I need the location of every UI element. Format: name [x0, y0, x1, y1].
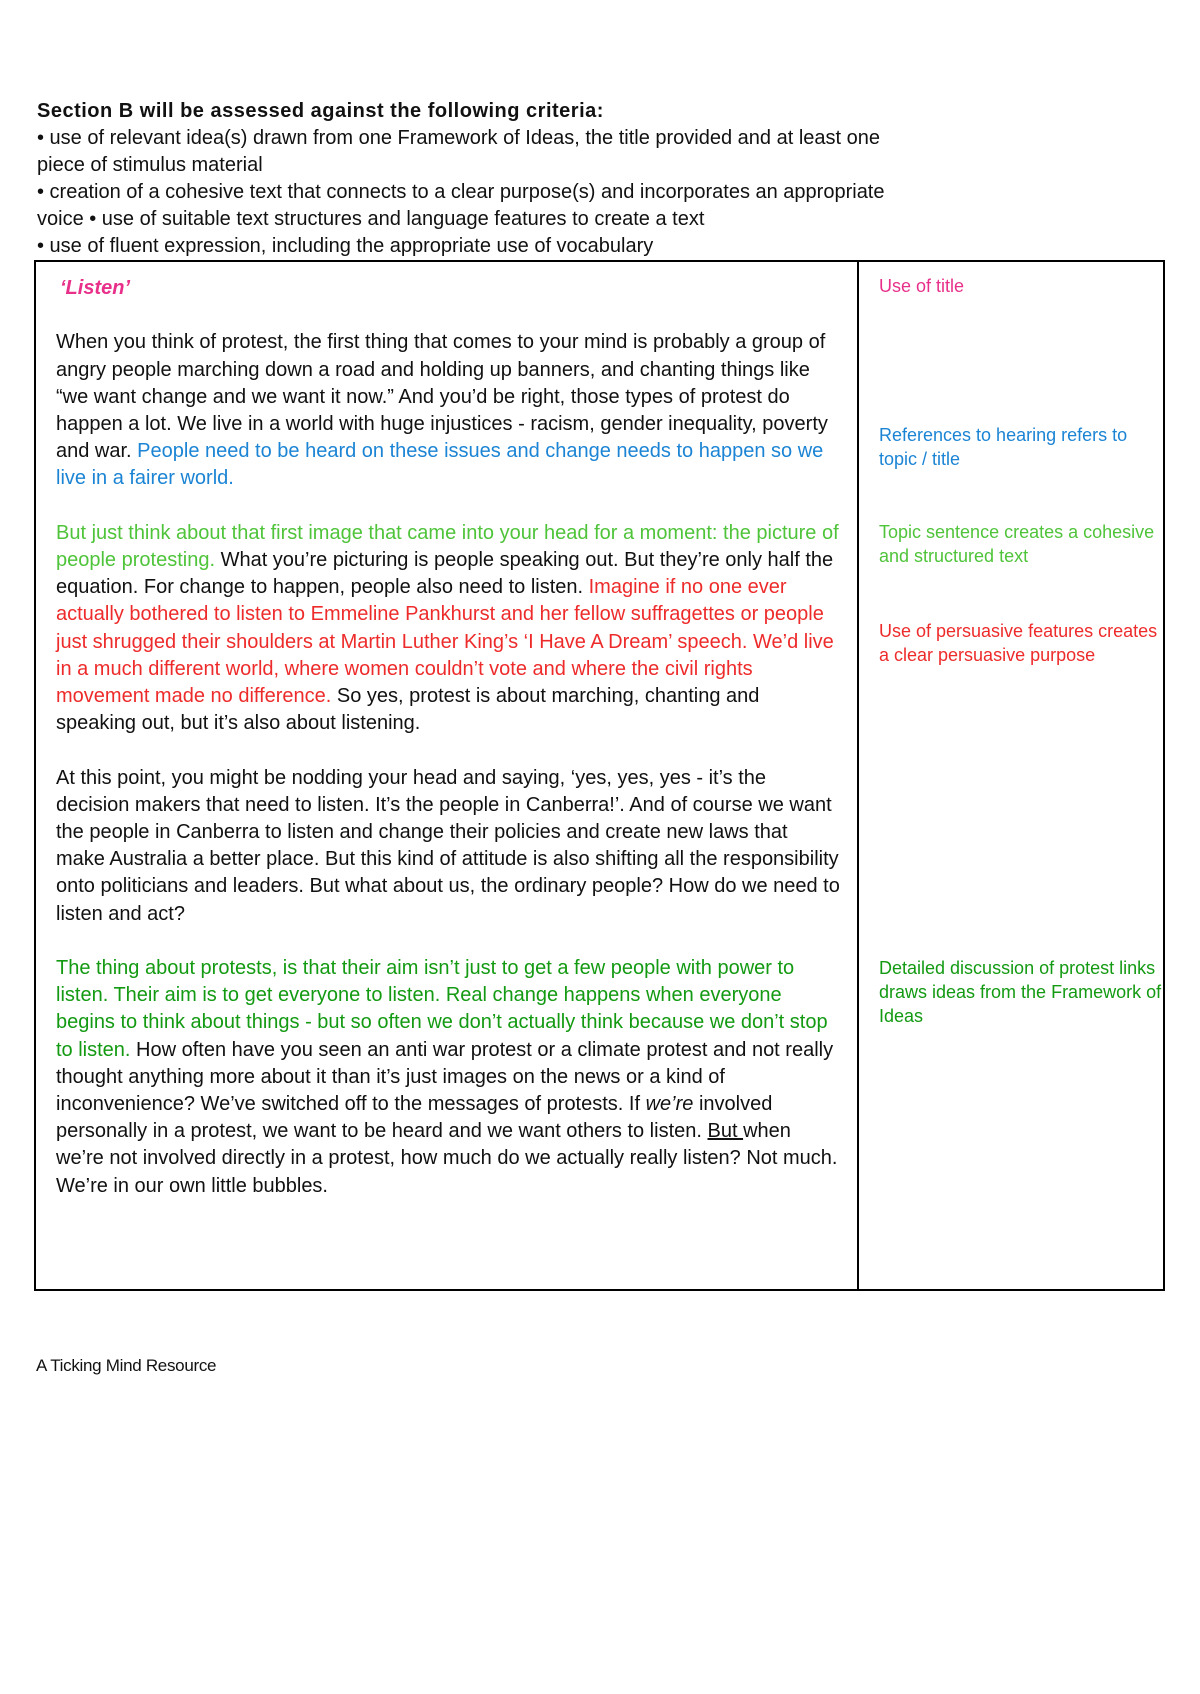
essay-paragraph-3: At this point, you might be nodding your head and saying, ‘yes, yes, yes - it’s the decision makers that need to listen. It’s the people in Canberra!’. And of course we want the people in Canberra to listen and change their policies and create new laws that make Australia a better place. But this kind of attitude is also shifting all the responsibility onto politicians and leaders. But what about us, the ordinary people? How do we need to listen and act? [56, 766, 840, 925]
essay-text: involved personally in a protest, we want to be heard and we want others to listen. [56, 1093, 773, 1143]
essay-paragraph-4 [56, 955, 841, 1200]
annotation-persuasive: Use of persuasive features creates a clear persuasive purpose [879, 621, 1158, 665]
criteria-line: voice • use of suitable text structures and language features to create a text [37, 208, 705, 230]
underlined-word: But [707, 1120, 744, 1143]
essay-paragraph-2 [56, 520, 841, 738]
essay-text: How often have you seen an anti war protest or a climate protest and not really thought anything more about it than it’s just images on the news or a kind of inconvenience? We’ve switched off to the messages of protests. If [56, 1038, 834, 1116]
criteria-line: • use of relevant idea(s) drawn from one Framework of Ideas, the title provided and at least one [37, 127, 880, 149]
annotation-topic-sentence: Topic sentence creates a cohesive and structured text [879, 522, 1155, 566]
hearing-reference-text: People need to be heard on these issues and change needs to happen so we live in a fairer world. [56, 440, 824, 490]
essay-paragraph-1 [56, 329, 841, 492]
annotation-hearing: References to hearing refers to topic / title [879, 425, 1128, 469]
framework-discussion-text: The thing about protests, is that their aim isn’t just to get a few people with power to listen. Their aim is to get everyone to listen. Real change happens when everyone begins to think about things - but so often we don’t actually think because we don’t stop to listen. [56, 957, 828, 1061]
italic-emphasis: we’re [645, 1093, 694, 1116]
criteria-line: • use of fluent expression, including the appropriate use of vocabulary [37, 235, 654, 257]
annotation-title: Use of title [879, 276, 965, 296]
criteria-line: • creation of a cohesive text that connects to a clear purpose(s) and incorporates an appropriate [37, 181, 885, 203]
essay-text: What you’re picturing is people speaking out. But they’re only half the equation. For change to happen, people also need to listen. [56, 549, 834, 599]
annotated-essay-table [34, 260, 1165, 1291]
essay-text: When you think of protest, the first thing that comes to your mind is probably a group of angry people marching down a road and holding up banners, and chanting things like “we want change and we want it now.” And you’d be right, those types of protest do happen a lot. We live in a world with huge injustices - racism, gender inequality, poverty and war. [56, 331, 828, 463]
annotation-framework: Detailed discussion of protest links draws ideas from the Framework of Ideas [879, 958, 1162, 1026]
essay-column [36, 262, 859, 1289]
criteria-line: piece of stimulus material [37, 154, 263, 176]
essay-title: ‘Listen’ [60, 277, 131, 299]
persuasive-text: Imagine if no one ever actually bothered to listen to Emmeline Pankhurst and her fellow suffragettes or people just shrugged their shoulders at Martin Luther King’s ‘I Have A Dream’ speech. We’d live in a much different world, where women couldn’t vote and where the civil rights movement made no difference. [56, 576, 834, 708]
criteria-heading: Section B will be assessed against the following criteria: [37, 100, 604, 122]
footer-credit: A Ticking Mind Resource [36, 1356, 217, 1375]
essay-text: So yes, protest is about marching, chanting and speaking out, but it’s also about listening. [56, 685, 760, 735]
essay-text: when we’re not involved directly in a protest, how much do we actually really listen? Not much. We’re in our own little bubbles. [56, 1120, 838, 1197]
annotations-column [859, 262, 1163, 1289]
assessment-criteria [37, 98, 997, 260]
topic-sentence-text: But just think about that first image that came into your head for a moment: the picture of people protesting. [56, 521, 839, 571]
